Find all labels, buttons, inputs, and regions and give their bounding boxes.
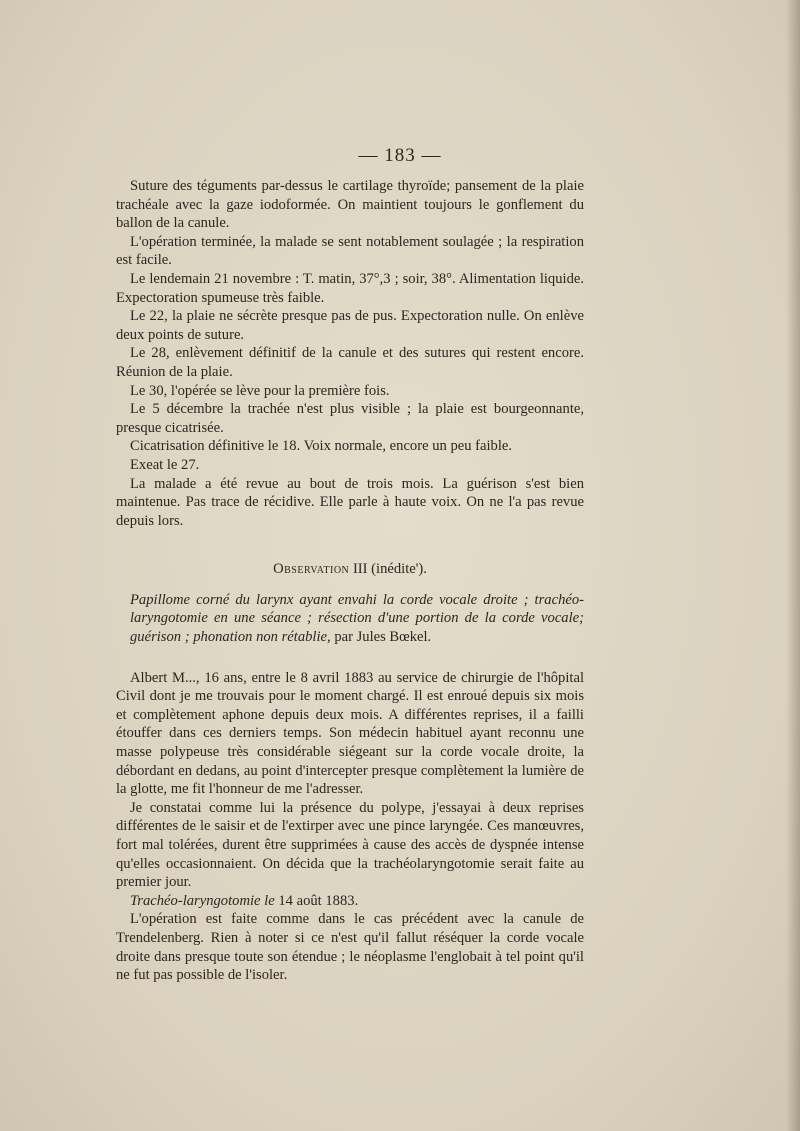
paragraph: L'opération est faite comme dans le cas précédent avec la canule de Trendelenberg. Rien à noter si ce n'est qu'il fallut réséquer la corde vocale droite dans presque toute son étendue ; le néoplasme l'englobait à tel point qu'il ne fut pas possible de l'isoler. xyxy=(116,911,584,984)
paragraph: Je constatai comme lui la présence du polype, j'essayai à deux reprises différentes de le saisir et de l'extirper avec une pince laryngée. Ces manœuvres, fort mal tolérées, durent être supprimées à cause des accès de dyspnée intense qu'elles occasionnaient. On décida que la trachéolaryngotomie serait faite au premier jour. xyxy=(116,799,584,891)
paragraph: Albert M..., 16 ans, entre le 8 avril 1883 au service de chirurgie de l'hôpital Civil dont je me trouvais pour le moment chargé. Il est enroué depuis six mois et complètement aphone depuis deux mois. A différentes reprises, il a failli étouffer dans ces derniers temps. Son médecin habituel ayant reconnu une masse polypeuse très considérable siégeant sur la corde vocale droite, la débordant en dedans, au point d'intercepter presque complètement la lumière de la glotte, me fit l'honneur de me l'adresser. xyxy=(116,669,584,798)
paragraph: Suture des téguments par-dessus le cartilage thyroïde; pansement de la plaie trachéale avec la gaze iodoformée. On maintient toujours le gonflement du ballon de la canule. xyxy=(116,178,584,232)
dated-line-date: 14 août 1883. xyxy=(278,892,359,909)
paragraph: Le lendemain 21 novembre : T. matin, 37°,3 ; soir, 38°. Alimentation liquide. Expectoration spumeuse très faible. xyxy=(116,270,584,306)
paragraph: Le 22, la plaie ne sécrète presque pas de pus. Expectoration nulle. On enlève deux points de suture. xyxy=(116,308,584,343)
page-number: — 183 — xyxy=(358,145,442,166)
observation-subtitle xyxy=(116,591,584,647)
paragraph: L'opération terminée, la malade se sent notablement soulagée ; la respiration est facile. xyxy=(116,233,584,269)
observation-subtitle-text: Papillome corné du larynx ayant envahi la corde vocale droite ; trachéo-laryngotomie en une séance ; résection d'une portion de la corde vocale; guérison ; phonation non rétablie, xyxy=(130,591,584,646)
paragraph: Cicatrisation définitive le 18. Voix normale, encore un peu faible. xyxy=(130,438,513,455)
paragraph: Exeat le 27. xyxy=(130,456,200,473)
dated-line-italic: Trachéo-laryngotomie le xyxy=(130,892,275,909)
observation-label: Observation xyxy=(273,561,350,578)
body-text xyxy=(116,177,584,985)
observation-number: III (inédite'). xyxy=(352,561,427,578)
paragraph: La malade a été revue au bout de trois mois. La guérison s'est bien maintenue. Pas trace de récidive. Elle parle à haute voix. On ne l'a pas revue depuis lors. xyxy=(116,475,584,529)
paragraph: Le 28, enlèvement définitif de la canule et des sutures qui restent encore. Réunion de la plaie. xyxy=(116,345,584,380)
paragraph: Le 30, l'opérée se lève pour la première fois. xyxy=(130,382,390,399)
observation-heading xyxy=(116,560,584,579)
paragraph: Le 5 décembre la trachée n'est plus visible ; la plaie est bourgeonnante, presque cicatrisée. xyxy=(116,401,584,436)
dated-line xyxy=(116,892,584,911)
observation-author: par Jules Bœkel. xyxy=(334,629,432,646)
page-edge-shadow xyxy=(786,0,800,1131)
